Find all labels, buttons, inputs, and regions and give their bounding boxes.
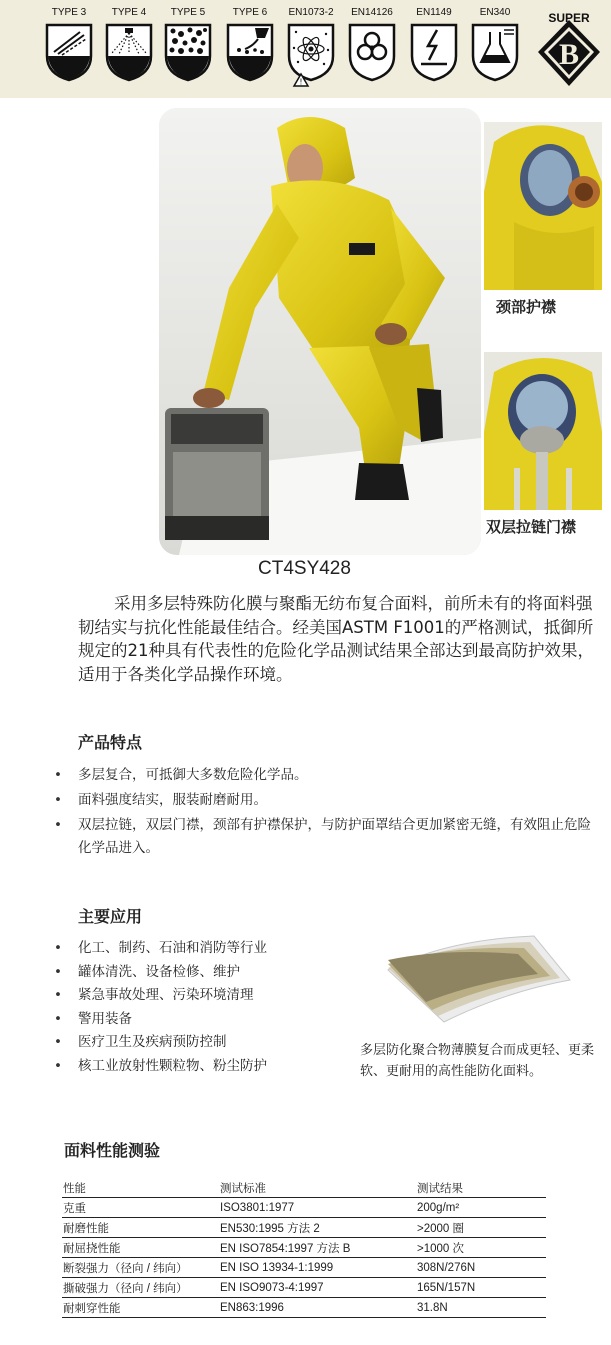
cell-property: 克重 [62,1198,219,1218]
cell-property: 撕破强力（径向 / 纬向） [62,1278,219,1298]
performance-table [62,1178,546,1318]
badge-en14126 [341,6,403,82]
table-row [62,1278,546,1298]
list-item: • 面料强度结实，服装耐磨耐用。 [54,789,594,812]
badge-label: EN14126 [351,7,393,18]
badge-label: TYPE 4 [111,7,147,18]
list-item: • 核工业放射性颗粒物、粉尘防护 [54,1055,354,1079]
cell-standard: EN863:1996 [219,1298,416,1318]
table-header-row [62,1178,546,1198]
caption-neck-flap: 颈部护襟 [496,298,557,316]
cell-result: >2000 圈 [416,1218,546,1238]
cell-result: 165N/157N [416,1278,546,1298]
cell-property: 耐磨性能 [62,1218,219,1238]
particles-icon [163,22,213,82]
caption-double-zip: 双层拉链门襟 [486,518,577,536]
double-zip-illustration [484,352,602,510]
header-standard: 测试标准 [219,1178,416,1198]
cell-standard: EN ISO 13934-1:1999 [219,1258,416,1278]
header-property: 性能 [62,1178,219,1198]
fabric-layers-illustration [384,930,574,1030]
list-item: • 警用装备 [54,1008,354,1032]
detail-photo-double-zip [484,352,602,510]
brand-letter: B [558,38,580,71]
cell-standard: ISO3801:1977 [219,1198,416,1218]
badge-label: TYPE 6 [232,7,268,18]
badge-type4 [98,6,160,82]
list-item: • 罐体清洗、设备检修、维护 [54,961,354,985]
cell-standard: EN ISO7854:1997 方法 B [219,1238,416,1258]
fabric-caption: 多层防化聚合物薄膜复合而成更轻、更柔软、更耐用的高性能防化面料。 [360,1043,595,1079]
liquid-jet-icon [44,22,94,82]
splash-icon [225,22,275,82]
list-item: • 化工、制药、石油和消防等行业 [54,937,354,961]
cell-property: 断裂强力（径向 / 纬向） [62,1258,219,1278]
certification-banner [0,0,611,98]
table-row [62,1298,546,1318]
cell-result: 200g/m² [416,1198,546,1218]
cell-result: 308N/276N [416,1258,546,1278]
table-row [62,1238,546,1258]
cell-standard: EN ISO9073-4:1997 [219,1278,416,1298]
cell-standard: EN530:1995 方法 2 [219,1218,416,1238]
performance-title: 面料性能测验 [64,1141,161,1160]
features-title: 产品特点 [78,733,143,752]
badge-label: EN340 [479,7,511,18]
radioactive-contamination-icon [286,22,336,88]
badge-type3 [38,6,100,82]
cell-property: 耐屈挠性能 [62,1238,219,1258]
fabric-layers-image [384,930,574,1034]
badge-type6 [219,6,281,82]
list-item: • 双层拉链，双层门襟，颈部有护襟保护，与防护面罩结合更加紧密无缝，有效阻止危险化学品进入。 [54,814,594,860]
brand-top-text: SUPER [548,11,590,25]
badge-en1073 [280,6,342,88]
list-item: • 紧急事故处理、污染环境清理 [54,984,354,1008]
list-item: • 医疗卫生及疾病预防控制 [54,1031,354,1055]
chemical-flask-icon [470,22,520,82]
table-row [62,1218,546,1238]
cell-result: >1000 次 [416,1238,546,1258]
biohazard-icon [347,22,397,82]
detail-photo-neck-flap [484,122,602,290]
product-intro: 采用多层特殊防化膜与聚酯无纺布复合面料，前所未有的将面料强韧结实与抗化性能最佳结合。经美国ASTM F1001的严格测试，抵御所规定的21种具有代表性的危险化学品测试结果全部达到最高防护效果，适用于各类化学品操作环境。 [78,594,594,684]
badge-en340 [464,6,526,82]
badge-label: TYPE 5 [170,7,206,18]
table-row [62,1258,546,1278]
badge-en1149 [403,6,465,82]
table-row [62,1198,546,1218]
product-main-photo [159,108,481,555]
neck-flap-illustration [484,122,602,290]
svg-text:!: ! [299,77,303,87]
spray-icon [104,22,154,82]
list-item: • 多层复合，可抵御大多数危险化学品。 [54,764,594,787]
cell-property: 耐刺穿性能 [62,1298,219,1318]
product-model: CT4SY428 [258,558,351,579]
badge-label: TYPE 3 [51,7,87,18]
super-b-icon [534,10,604,90]
features-list [54,764,594,862]
cell-result: 31.8N [416,1298,546,1318]
badge-label: EN1073-2 [288,7,334,18]
super-b-logo [534,10,604,94]
antistatic-icon [409,22,459,82]
header-result: 测试结果 [416,1178,546,1198]
applications-list [54,937,354,1078]
coverall-worker-illustration [159,108,481,555]
badge-label: EN1149 [416,7,452,18]
badge-type5 [157,6,219,82]
applications-title: 主要应用 [78,907,143,926]
